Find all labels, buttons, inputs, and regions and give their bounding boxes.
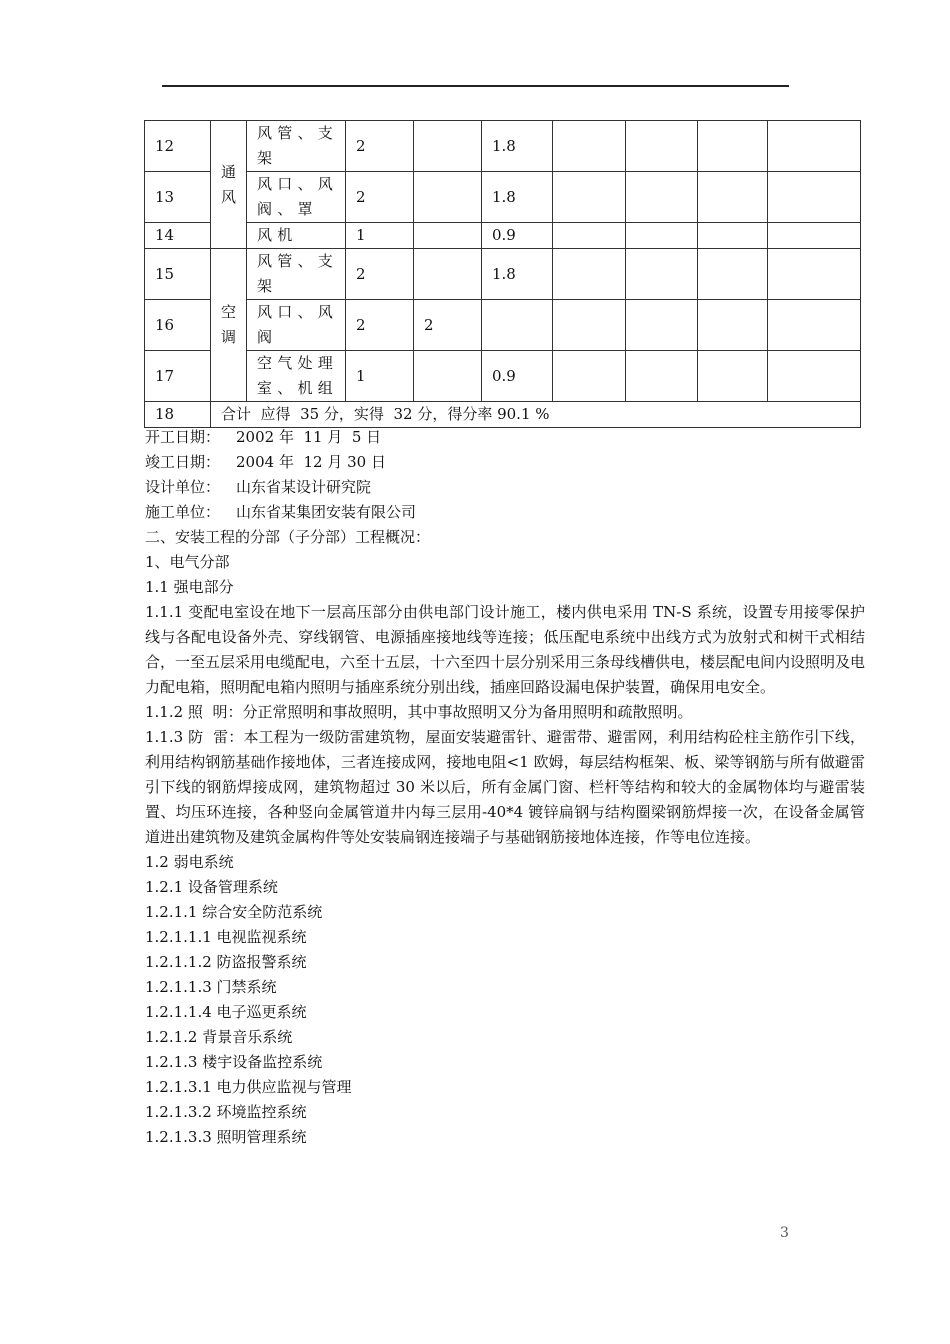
page-number: 3 [780,1225,789,1241]
row-number: 18 [145,402,211,428]
cell-value [414,249,482,300]
row-number: 14 [145,223,211,249]
cell-value [553,249,626,300]
cell-value [768,351,861,402]
row-number: 12 [145,121,211,172]
cell-value: 0.9 [482,351,553,402]
cell-value [482,300,553,351]
table-row [145,121,861,172]
cell-value [553,172,626,223]
list-item: 1.2.1.1.1 电视监视系统 [145,928,307,946]
table-row [145,351,861,402]
end-date-label: 竣工日期： [145,453,221,471]
cell-value [626,300,698,351]
start-date-label: 开工日期： [145,428,221,446]
cell-value [553,351,626,402]
cell-value [768,172,861,223]
category-ventilation: 通风 [211,121,247,249]
section-heading: 1.1 强电部分 [145,578,234,596]
cell-value: 1.8 [482,121,553,172]
paragraph: 1.1.3 防 雷：本工程为一级防雷建筑物，屋面安装避雷针、避雷带、避雷网，利用结构砼柱主筋作引下线，利用结构钢筋基础作接地体，三者连接成网，接地电阻<1 欧姆，每层结构框架、板、梁等钢筋与所有做避雷引下线的钢筋焊接成网，建筑物超过 30 米以后，所有金属门窗、栏杆等结构和较大的金属物体均与避雷装置、均压环连接，各种竖向金属管道井内每三层用-40*4 镀锌扁钢与结构圈梁钢筋焊接一次，在设备金属管道进出建筑物及建筑金属构件等处安装扁钢连接端子与基础钢筋接地体连接，作等电位连接。 [145,728,865,846]
list-item: 1.2.1.3.3 照明管理系统 [145,1128,307,1146]
cell-value: 2 [346,300,414,351]
list-item: 1.2.1.1.4 电子巡更系统 [145,1003,307,1021]
cell-value: 1.8 [482,172,553,223]
section-heading: 1.2.1 设备管理系统 [145,878,278,896]
table-row [145,172,861,223]
list-item: 1.2.1.3.2 环境监控系统 [145,1103,307,1121]
end-date-value: 2004 年 12 月 30 日 [236,453,386,471]
section-heading: 二、安装工程的分部（子分部）工程概况： [145,528,431,546]
row-number: 13 [145,172,211,223]
cell-value [626,249,698,300]
cell-value: 0.9 [482,223,553,249]
cell-value [553,121,626,172]
section-heading: 1.2.1.1 综合安全防范系统 [145,903,323,921]
cell-value: 2 [346,172,414,223]
cell-value [553,300,626,351]
table-total-row [145,402,861,428]
cell-value [768,223,861,249]
list-item: 1.2.1.1.3 门禁系统 [145,978,277,996]
category-aircon: 空调 [211,249,247,402]
paragraph: 1.1.1 变配电室设在地下一层高压部分由供电部门设计施工，楼内供电采用 TN-S 系统，设置专用接零保护线与各配电设备外壳、穿线钢管、电源插座接地线等连接；低压配电系统中出线方式为放射式和树干式相结合，一至五层采用电缆配电，六至十五层，十六至四十层分别采用三条母线槽供电，楼层配电间内设照明及电力配电箱，照明配电箱内照明与插座系统分别出线，插座回路设漏电保护装置，确保用电安全。 [145,603,866,696]
cell-value [698,223,768,249]
design-unit-label: 设计单位： [145,478,221,496]
cell-value: 1.8 [482,249,553,300]
item-name: 风管、支架 [247,121,346,172]
section-heading: 1.2 弱电系统 [145,853,234,871]
list-item: 1.2.1.1.2 防盗报警系统 [145,953,307,971]
section-heading: 1、电气分部 [145,553,230,571]
cell-value [626,121,698,172]
score-table [144,120,861,428]
cell-value [626,351,698,402]
construction-unit-label: 施工单位： [145,503,221,521]
paragraph: 1.1.2 照 明：分正常照明和事故照明，其中事故照明又分为备用照明和疏散照明。 [145,703,693,721]
row-number: 15 [145,249,211,300]
cell-value [698,172,768,223]
cell-value [768,300,861,351]
cell-value [768,121,861,172]
cell-value: 1 [346,351,414,402]
cell-value [768,249,861,300]
cell-value [414,172,482,223]
cell-value [698,300,768,351]
cell-value: 2 [346,249,414,300]
design-unit-line [145,475,865,500]
cell-value [626,223,698,249]
table-row [145,249,861,300]
cell-value: 1 [346,223,414,249]
table-row [145,223,861,249]
cell-value [698,121,768,172]
start-date-line [145,425,865,450]
item-name: 风口、风阀 [247,300,346,351]
cell-value [698,249,768,300]
header-rule [162,85,789,87]
item-name: 风管、支架 [247,249,346,300]
construction-unit-line [145,500,865,525]
cell-value [626,172,698,223]
row-number: 17 [145,351,211,402]
cell-value: 2 [414,300,482,351]
total-summary: 合计 应得 35 分，实得 32 分，得分率 90.1 % [211,402,861,428]
construction-unit-value: 山东省某集团安装有限公司 [236,503,417,521]
cell-value: 2 [346,121,414,172]
cell-value [698,351,768,402]
end-date-line [145,450,865,475]
list-item: 1.2.1.3.1 电力供应监视与管理 [145,1078,352,1096]
list-item: 1.2.1.3 楼宇设备监控系统 [145,1053,323,1071]
document-body [145,425,865,1150]
list-item: 1.2.1.2 背景音乐系统 [145,1028,293,1046]
row-number: 16 [145,300,211,351]
table-row [145,300,861,351]
design-unit-value: 山东省某设计研究院 [236,478,372,496]
item-name: 空气处理室、机组 [247,351,346,402]
item-name: 风口、风阀、罩 [247,172,346,223]
cell-value [414,121,482,172]
start-date-value: 2002 年 11 月 5 日 [236,428,382,446]
cell-value [414,223,482,249]
cell-value [553,223,626,249]
item-name: 风机 [247,223,346,249]
cell-value [414,351,482,402]
